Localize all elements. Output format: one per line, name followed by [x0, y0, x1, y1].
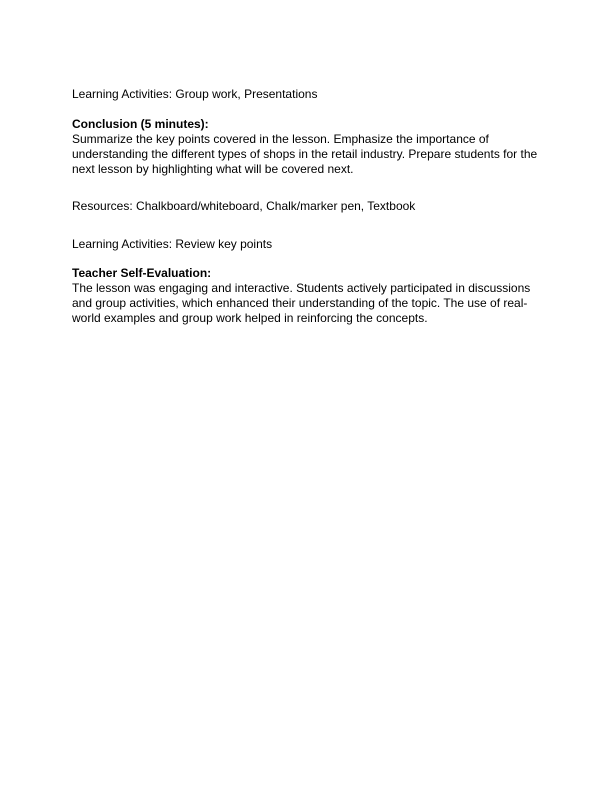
resources-line: Resources: Chalkboard/whiteboard, Chalk/marker pen, Textbook — [72, 199, 416, 213]
self-evaluation-section — [72, 266, 552, 326]
conclusion-section — [72, 117, 552, 177]
learning-activities-review: Learning Activities: Review key points — [72, 237, 273, 251]
self-evaluation-body: The lesson was engaging and interactive. Students actively participated in discussions and group activities, which enhanced their understanding of the topic. The use of real-world examples and group work helped in reinforcing the concepts. — [72, 281, 531, 325]
conclusion-body: Summarize the key points covered in the lesson. Emphasize the importance of understanding the different types of shops in the retail industry. Prepare students for the next lesson by highlighting what will be covered next. — [72, 132, 538, 176]
learning-activities-group-work: Learning Activities: Group work, Presentations — [72, 87, 318, 101]
self-evaluation-heading: Teacher Self-Evaluation: — [72, 266, 212, 280]
conclusion-heading: Conclusion (5 minutes): — [72, 117, 209, 131]
